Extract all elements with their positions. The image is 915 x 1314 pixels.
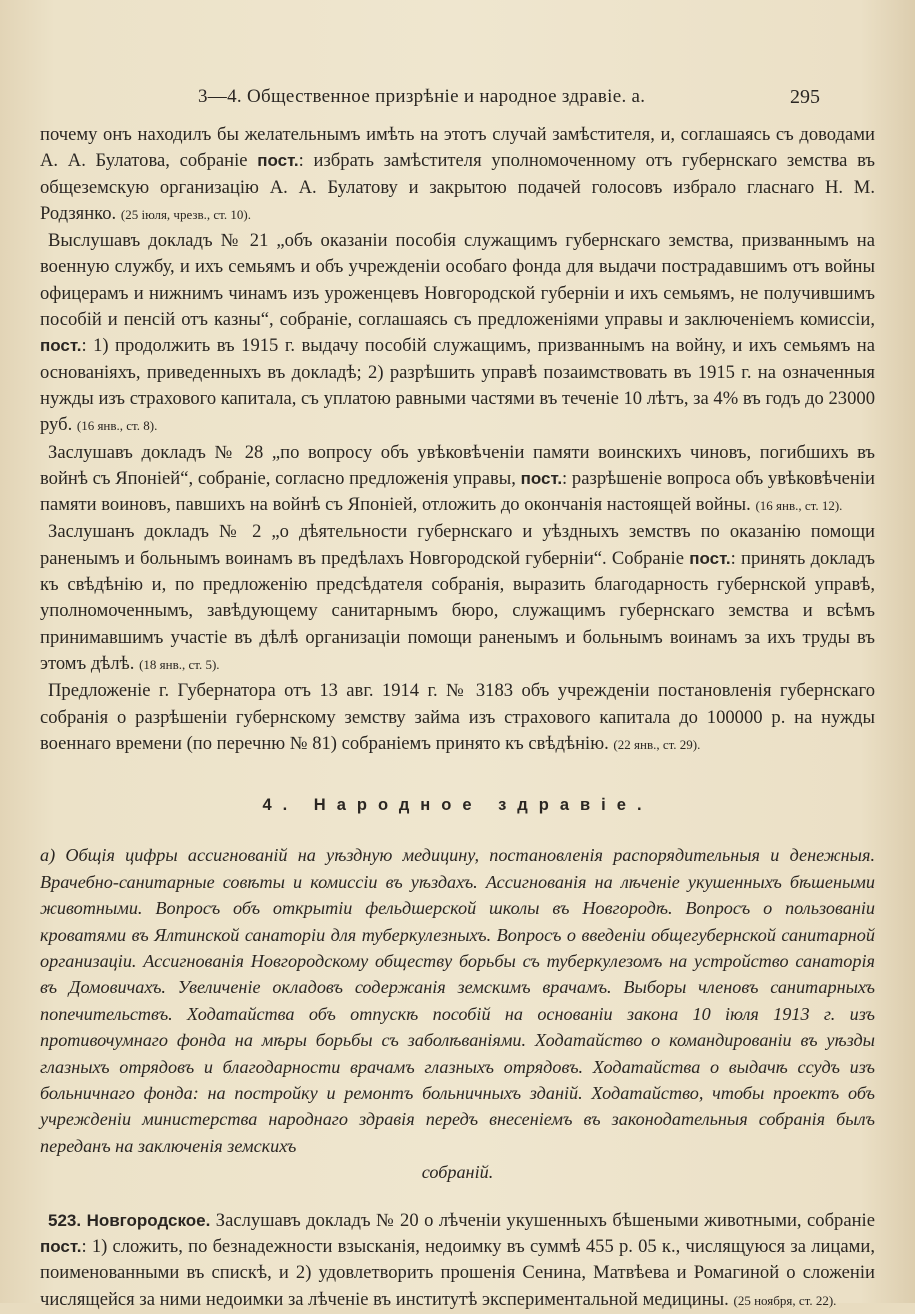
resolution-keyword: пост.	[40, 336, 82, 356]
session-reference: (16 янв., ст. 12).	[755, 498, 843, 514]
entry-place: Новгородское.	[86, 1210, 211, 1230]
paragraph-text: : 1) продолжить въ 1915 г. выдачу пособій служащимъ, призваннымъ на войну, и ихъ семьямъ на основаніяхъ, приведенныхъ въ докладѣ; 2) разрѣшить управѣ позаимствовать въ 1915 г. на означенныя нужды изъ страхового капитала, съ уплатою равными частями въ теченіе 10 лѣтъ, за 4% въ годъ до 23000 руб.	[40, 335, 875, 436]
page-number: 295	[790, 86, 820, 108]
session-reference: (25 ноября, ст. 22).	[733, 1292, 837, 1308]
paragraph-text: : разрѣшеніе вопроса объ увѣковѣченіи памяти воиновъ, павшихъ на войнѣ съ Японіей, отложить до окончанія настоящей войны.	[40, 467, 875, 516]
paragraph-text: Выслушавъ докладъ № 21 „объ оказаніи пособія служащимъ губернскаго земства, призваннымъ на военную службу, и ихъ семьямъ и объ учрежденіи особаго фонда для выдачи пострадавшимъ отъ войны офицерамъ и нижнимъ чинамъ изъ уроженцевъ Новгородской губерніи и ихъ семьямъ, не получившимъ пособій и пенсій отъ казны“, собраніе, соглашаясь съ предложеніями управы и заключеніемъ комиссіи,	[40, 230, 875, 331]
paragraph-text: Заслушанъ докладъ № 2 „о дѣятельности губернскаго и уѣздныхъ земствъ по оказанію помощи раненымъ и больнымъ воинамъ въ предѣлахъ Новгородской губерніи“. Собраніе	[40, 521, 875, 569]
session-reference: (22 янв., ст. 29).	[613, 736, 701, 752]
paragraph-text: почему онъ находилъ бы желательнымъ имѣть на этотъ случай замѣстителя, и, соглашаясь съ доводами А. А. Булатова, собраніе	[40, 124, 875, 172]
session-reference: (25 іюля, чрезв., ст. 10).	[120, 206, 251, 222]
resolution-keyword: пост.	[257, 151, 299, 171]
session-reference: (18 янв., ст. 5).	[139, 656, 220, 672]
paragraph	[40, 228, 875, 439]
section-title: 4. Народное здравіе.	[262, 796, 653, 815]
paragraph	[40, 440, 875, 520]
summary-text-end: собраній.	[421, 1162, 494, 1183]
summary-text: а) Общія цифры ассигнованій на уѣздную медицину, постановленія распорядительныя и денежныя. Врачебно-санитарные совѣты и комиссіи въ уѣздахъ. Ассигнованія на лѣченіе укушенныхъ бѣшеными животными. Вопросъ объ открытіи фельдшерской школы въ Новгородѣ. Вопросъ о пользованіи кроватями въ Ялтинской санаторіи для туберкулезныхъ. Вопросъ о введеніи общегубернской санитарной организаціи. Ассигнованія Новгородскому обществу борьбы съ туберкулезомъ на устройство санаторія въ Домовичахъ. Увеличеніе окладовъ содержанія земскимъ врачамъ. Выборы членовъ санитарныхъ попечительствъ. Ходатайства объ отпускѣ пособій на основаніи закона 10 іюля 1913 г. изъ противочумнаго фонда на мѣры борьбы съ заболѣваніями. Ходатайство о командированіи въ уѣзды глазныхъ отрядовъ и благодарности врачамъ глазныхъ отрядовъ. Ходатайства о выдачѣ ссудъ изъ больничнаго фонда: на постройку и ремонтъ больничныхъ зданій. Ходатайство, чтобы проектъ объ учрежденіи министерства народнаго здравія передъ внесеніемъ въ законодательныя собранія былъ переданъ на заключенія земскихъ	[40, 845, 875, 1156]
resolution-keyword: пост.	[520, 468, 563, 488]
paragraph	[40, 519, 875, 678]
resolution-keyword: пост.	[689, 548, 731, 568]
entry-number: 523.	[48, 1210, 82, 1230]
paragraph-text: : 1) сложить, по безнадежности взысканія, недоимку въ суммѣ 455 р. 05 к., числящуюся за лицами, поименованными въ спискѣ, и 2) удовлетворить прошенія Сенина, Матвѣева и Ромагиной о сложеніи числящейся за ними недоимки за лѣченіе въ институтѣ экспериментальной медицины.	[40, 1236, 875, 1310]
running-title: 3—4. Общественное призрѣніе и народное здравіе. а.	[198, 86, 646, 107]
paragraph-text: Предложеніе г. Губернатора отъ 13 авг. 1914 г. № 3183 объ учрежденіи постановленія губернскаго собранія о разрѣшеніи губернскому земству займа изъ страхового капитала до 100000 р. на нужды военнаго времени (по перечню № 81) собраніемъ принято къ свѣдѣнію.	[40, 680, 875, 754]
paragraph	[40, 678, 875, 758]
paragraph	[40, 122, 875, 228]
session-reference: (16 янв., ст. 8).	[76, 418, 158, 434]
section-summary	[40, 842, 875, 1185]
entry-paragraph	[40, 1208, 875, 1314]
paragraph-text: Заслушавъ докладъ № 20 о лѣченіи укушенныхъ бѣшеными животными, собраніе	[215, 1209, 875, 1231]
paragraph-text: : принять докладъ къ свѣдѣнію и, по предложенію предсѣдателя собранія, выразить благодарность губернской управѣ, уполномоченнымъ, завѣдующему санитарнымъ бюро, служащимъ губернскаго земства и всѣмъ принимавшимъ участіе въ дѣлѣ организаціи помощи раненымъ и больнымъ воинамъ за ихъ труды въ этомъ дѣлѣ.	[40, 547, 875, 674]
page-body	[40, 122, 875, 1314]
paragraph-text: : избрать замѣстителя уполномоченному отъ губернскаго земства въ общеземскую организацію А. А. Булатову и закрытою подачей голосовъ избрало гласнаго Н. М. Родзянко.	[40, 150, 876, 224]
paragraph-text: Заслушавъ докладъ № 28 „по вопросу объ увѣковѣченіи памяти воинскихъ чиновъ, погибшихъ въ войнѣ съ Японіей“, собраніе, согласно предложенія управы,	[40, 441, 875, 489]
page-header	[0, 86, 915, 112]
resolution-keyword: пост.	[40, 1237, 82, 1256]
